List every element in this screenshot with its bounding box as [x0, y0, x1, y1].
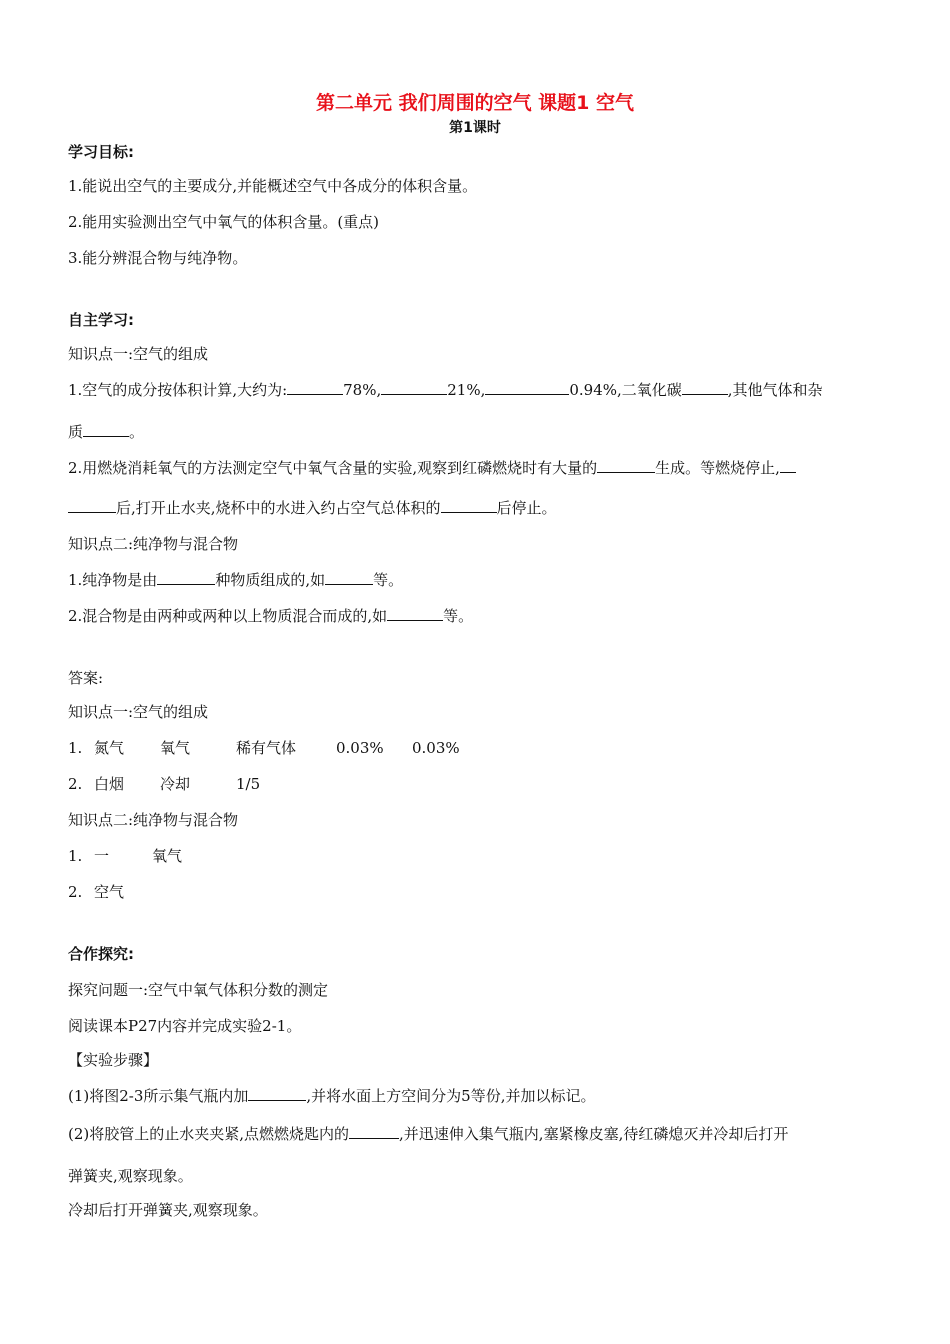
answers-heading: 答案:: [68, 669, 104, 687]
question-1-line-1: 1.空气的成分按体积计算,大约为: 78%, 21%, 0.94%,二氧化碳 ,其他气体和杂: [68, 381, 823, 399]
fill-blank[interactable]: [287, 380, 343, 395]
question-1-line-2: 质 。: [68, 423, 145, 441]
answers-knowledge-point-1: 知识点一:空气的组成: [68, 703, 209, 721]
document-title: 第二单元 我们周围的空气 课题1 空气: [315, 92, 635, 114]
question-4: 2.混合物是由两种或两种以上物质混合而成的,如 等。: [68, 607, 474, 625]
step-2-line-2: 弹簧夹,观察现象。: [68, 1167, 193, 1185]
knowledge-point-2-title: 知识点二:纯净物与混合物: [68, 535, 239, 553]
fill-blank[interactable]: [485, 380, 569, 395]
fill-blank[interactable]: [248, 1086, 306, 1101]
answer-row-1: 1. 氮气 氧气 稀有气体 0.03% 0.03%: [68, 739, 460, 757]
fill-blank[interactable]: [68, 498, 116, 513]
step-3: 冷却后打开弹簧夹,观察现象。: [68, 1201, 268, 1219]
fill-blank[interactable]: [441, 498, 497, 513]
fill-blank[interactable]: [349, 1124, 399, 1139]
question-2-line-1: 2.用燃烧消耗氧气的方法测定空气中氧气含量的实验,观察到红磷燃烧时有大量的 生成。等燃烧停止,: [68, 458, 796, 478]
experiment-steps-title: 【实验步骤】: [68, 1051, 159, 1069]
objectives-heading: 学习目标:: [68, 143, 134, 161]
fill-blank[interactable]: [157, 570, 215, 585]
step-1: (1)将图2-3所示集气瓶内加 ,并将水面上方空间分为5等份,并加以标记。: [68, 1087, 596, 1105]
answer-row-3: 1. 一 氧气: [68, 847, 183, 865]
fill-blank[interactable]: [780, 458, 796, 473]
document-subtitle: 第1课时: [449, 120, 501, 136]
knowledge-point-1-title: 知识点一:空气的组成: [68, 345, 209, 363]
answer-row-2: 2. 白烟 冷却 1/5: [68, 775, 261, 793]
objective-item: 2.能用实验测出空气中氧气的体积含量。(重点): [68, 213, 380, 231]
fill-blank[interactable]: [83, 422, 129, 437]
fill-blank[interactable]: [682, 380, 728, 395]
self-study-heading: 自主学习:: [68, 311, 134, 329]
objective-item: 3.能分辨混合物与纯净物。: [68, 249, 248, 267]
fill-blank[interactable]: [387, 606, 443, 621]
question-2-line-2: 后,打开止水夹,烧杯中的水进入约占空气总体积的 后停止。: [68, 498, 557, 518]
objective-item: 1.能说出空气的主要成分,并能概述空气中各成分的体积含量。: [68, 177, 478, 195]
fill-blank[interactable]: [325, 570, 373, 585]
fill-blank[interactable]: [381, 380, 447, 395]
answers-knowledge-point-2: 知识点二:纯净物与混合物: [68, 811, 239, 829]
reading-instruction: 阅读课本P27内容并完成实验2-1。: [68, 1017, 302, 1035]
question-3: 1.纯净物是由 种物质组成的,如 等。: [68, 571, 404, 589]
answer-row-4: 2. 空气: [68, 883, 125, 901]
fill-blank[interactable]: [597, 458, 655, 473]
step-2-line-1: (2)将胶管上的止水夹夹紧,点燃燃烧匙内的 ,并迅速伸入集气瓶内,塞紧橡皮塞,待红磷熄灭并冷却后打开: [68, 1125, 789, 1143]
inquiry-question-title: 探究问题一:空气中氧气体积分数的测定: [68, 981, 329, 999]
cooperation-heading: 合作探究:: [68, 945, 134, 963]
